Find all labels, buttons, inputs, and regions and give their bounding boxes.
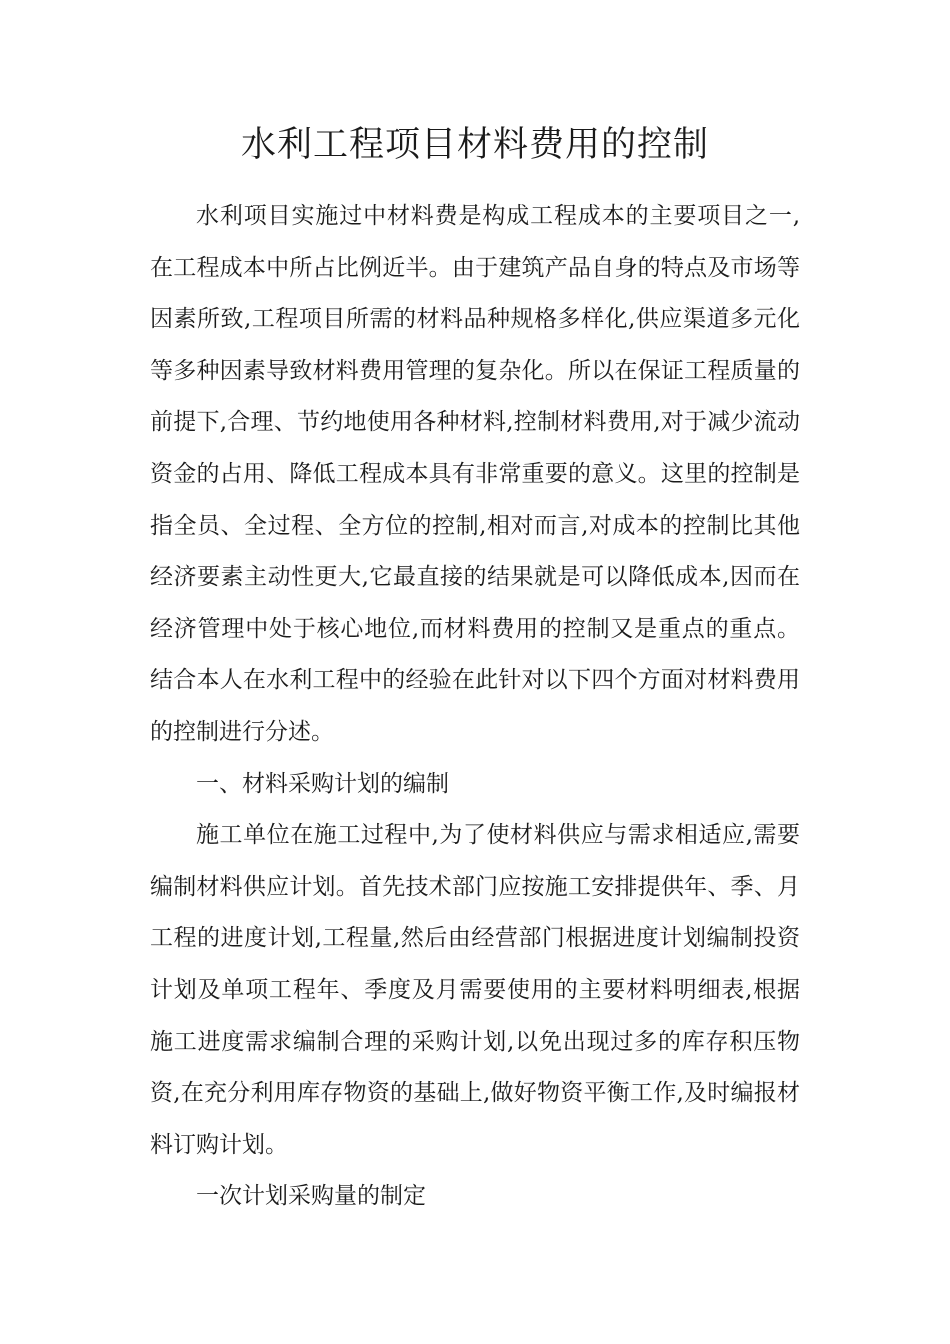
subheading-purchase-quantity: 一次计划采购量的制定 — [196, 1183, 426, 1210]
section-heading-procurement-plan: 一、材料采购计划的编制 — [196, 770, 449, 797]
paragraph-intro: 水利项目实施过中材料费是构成工程成本的主要项目之一,在工程成本中所占比例近半。由于建筑产品自身的特点及市场等因素所致,工程项目所需的材料品种规格多样化,供应渠道多元化等多种因素导致材料费用管理的复杂化。所以在保证工程质量的前提下,合理、节约地使用各种材料,控制材料费用,对于减少流动资金的占用、降低工程成本具有非常重要的意义。这里的控制是指全员、全过程、全方位的控制,相对而言,对成本的控制比其他经济要素主动性更大,它最直接的结果就是可以降低成本,因而在经济管理中处于核心地位,而材料费用的控制又是重点的重点。结合本人在水利工程中的经验在此针对以下四个方面对材料费用的控制进行分述。 — [150, 203, 800, 745]
document-title: 水利工程项目材料费用的控制 — [240, 125, 709, 165]
document-body — [150, 191, 800, 1223]
paragraph-procurement-plan: 施工单位在施工过程中,为了使材料供应与需求相适应,需要编制材料供应计划。首先技术部门应按施工安排提供年、季、月工程的进度计划,工程量,然后由经营部门根据进度计划编制投资计划及单项工程年、季度及月需要使用的主要材料明细表,根据施工进度需求编制合理的采购计划,以免出现过多的库存积压物资,在充分利用库存物资的基础上,做好物资平衡工作,及时编报材料订购计划。 — [150, 822, 800, 1158]
